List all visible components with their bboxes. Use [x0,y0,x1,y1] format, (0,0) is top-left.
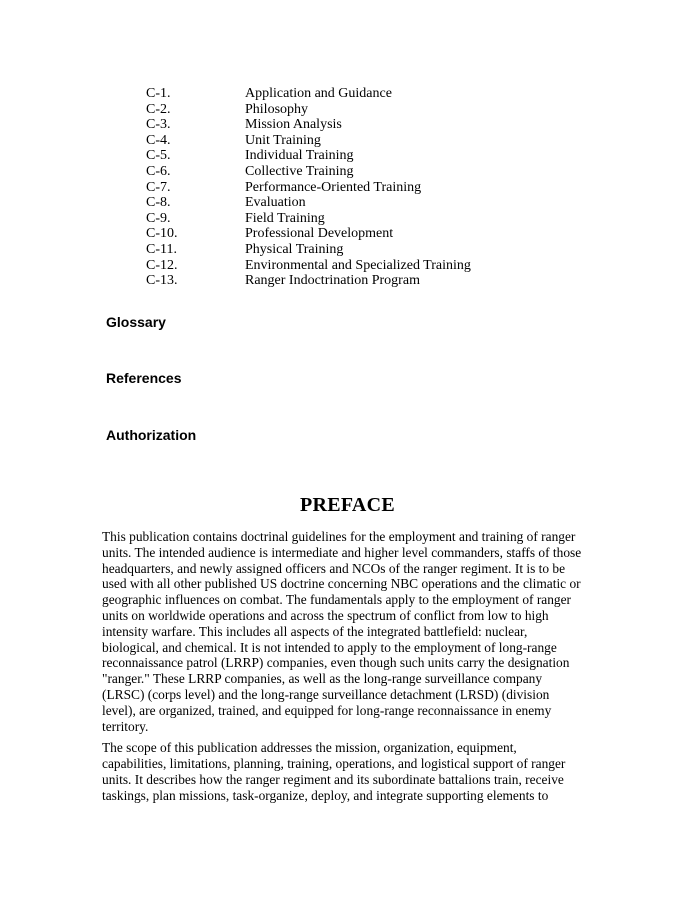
preface-body [102,529,582,810]
toc-entry[interactable] [146,148,566,164]
toc-entry[interactable] [146,102,566,118]
toc-entry-number: C-8. [146,195,171,211]
toc-entry[interactable] [146,242,566,258]
toc-entry-title[interactable]: Mission Analysis [245,117,342,133]
table-of-contents [146,86,566,289]
preface-title: PREFACE [299,494,396,516]
toc-entry-number: C-3. [146,117,171,133]
toc-entry-title[interactable]: Field Training [245,210,325,226]
references-heading[interactable]: References [106,370,182,386]
toc-entry-number: C-10. [146,226,178,242]
toc-entry-number: C-7. [146,179,171,195]
toc-entry-title[interactable]: Ranger Indoctrination Program [245,273,420,289]
toc-entry[interactable] [146,195,566,211]
authorization-heading[interactable]: Authorization [106,427,197,443]
toc-entry-number: C-5. [146,148,171,164]
toc-entry[interactable] [146,164,566,180]
toc-entry-number: C-9. [146,210,171,226]
toc-entry[interactable] [146,226,566,242]
toc-entry-title[interactable]: Unit Training [245,132,321,148]
toc-entry[interactable] [146,211,566,227]
toc-entry[interactable] [146,133,566,149]
toc-entry-title[interactable]: Evaluation [245,195,306,211]
toc-entry[interactable] [146,258,566,274]
toc-entry-number: C-4. [146,132,171,148]
toc-entry-title[interactable]: Collective Training [245,163,354,179]
preface-paragraph: This publication contains doctrinal guidelines for the employment and training of ranger units. The intended audience is intermediate and higher level commanders, staffs of those headquarters, and newly assigned officers and NCOs of the ranger regiment. It is to be used with all other published US doctrine concerning NBC operations and the climatic or geographic influences on combat. The fundamentals apply to the employment of ranger units on worldwide operations and across the spectrum of conflict from low to high intensity warfare. This includes all aspects of the integrated battlefield: nuclear, biological, and chemical. It is not intended to apply to the employment of long-range reconnaissance patrol (LRRP) companies, even though such units carry the designation "ranger." These LRRP companies, as well as the long-range surveillance company (LRSC) (corps level) and the long-range surveillance detachment (LRSD) (division level), are organized, trained, and equipped for long-range reconnaissance in enemy territory. [102,529,582,734]
toc-entry-title[interactable]: Application and Guidance [245,86,392,101]
toc-entry-number: C-11. [146,241,177,257]
toc-entry[interactable] [146,180,566,196]
toc-entry-number: C-1. [146,86,171,101]
toc-entry-number: C-2. [146,101,171,117]
toc-entry-number: C-6. [146,163,171,179]
toc-entry[interactable] [146,117,566,133]
toc-entry-number: C-12. [146,257,178,273]
toc-entry[interactable] [146,273,566,289]
toc-entry-title[interactable]: Physical Training [245,241,344,257]
toc-entry-title[interactable]: Individual Training [245,148,354,164]
glossary-heading[interactable]: Glossary [106,314,166,330]
toc-entry-title[interactable]: Philosophy [245,101,309,117]
toc-entry[interactable] [146,86,566,102]
toc-entry-title[interactable]: Performance-Oriented Training [245,179,422,195]
toc-entry-number: C-13. [146,273,178,289]
preface-paragraph: The scope of this publication addresses the mission, organization, equipment, capabilities, limitations, planning, training, operations, and logistical support of ranger units. It describes how the ranger regiment and its subordinate battalions train, receive taskings, plan missions, task-organize, deploy, and integrate supporting elements to [102,740,566,803]
toc-entry-title[interactable]: Environmental and Specialized Training [245,257,471,273]
toc-entry-title[interactable]: Professional Development [245,226,394,242]
